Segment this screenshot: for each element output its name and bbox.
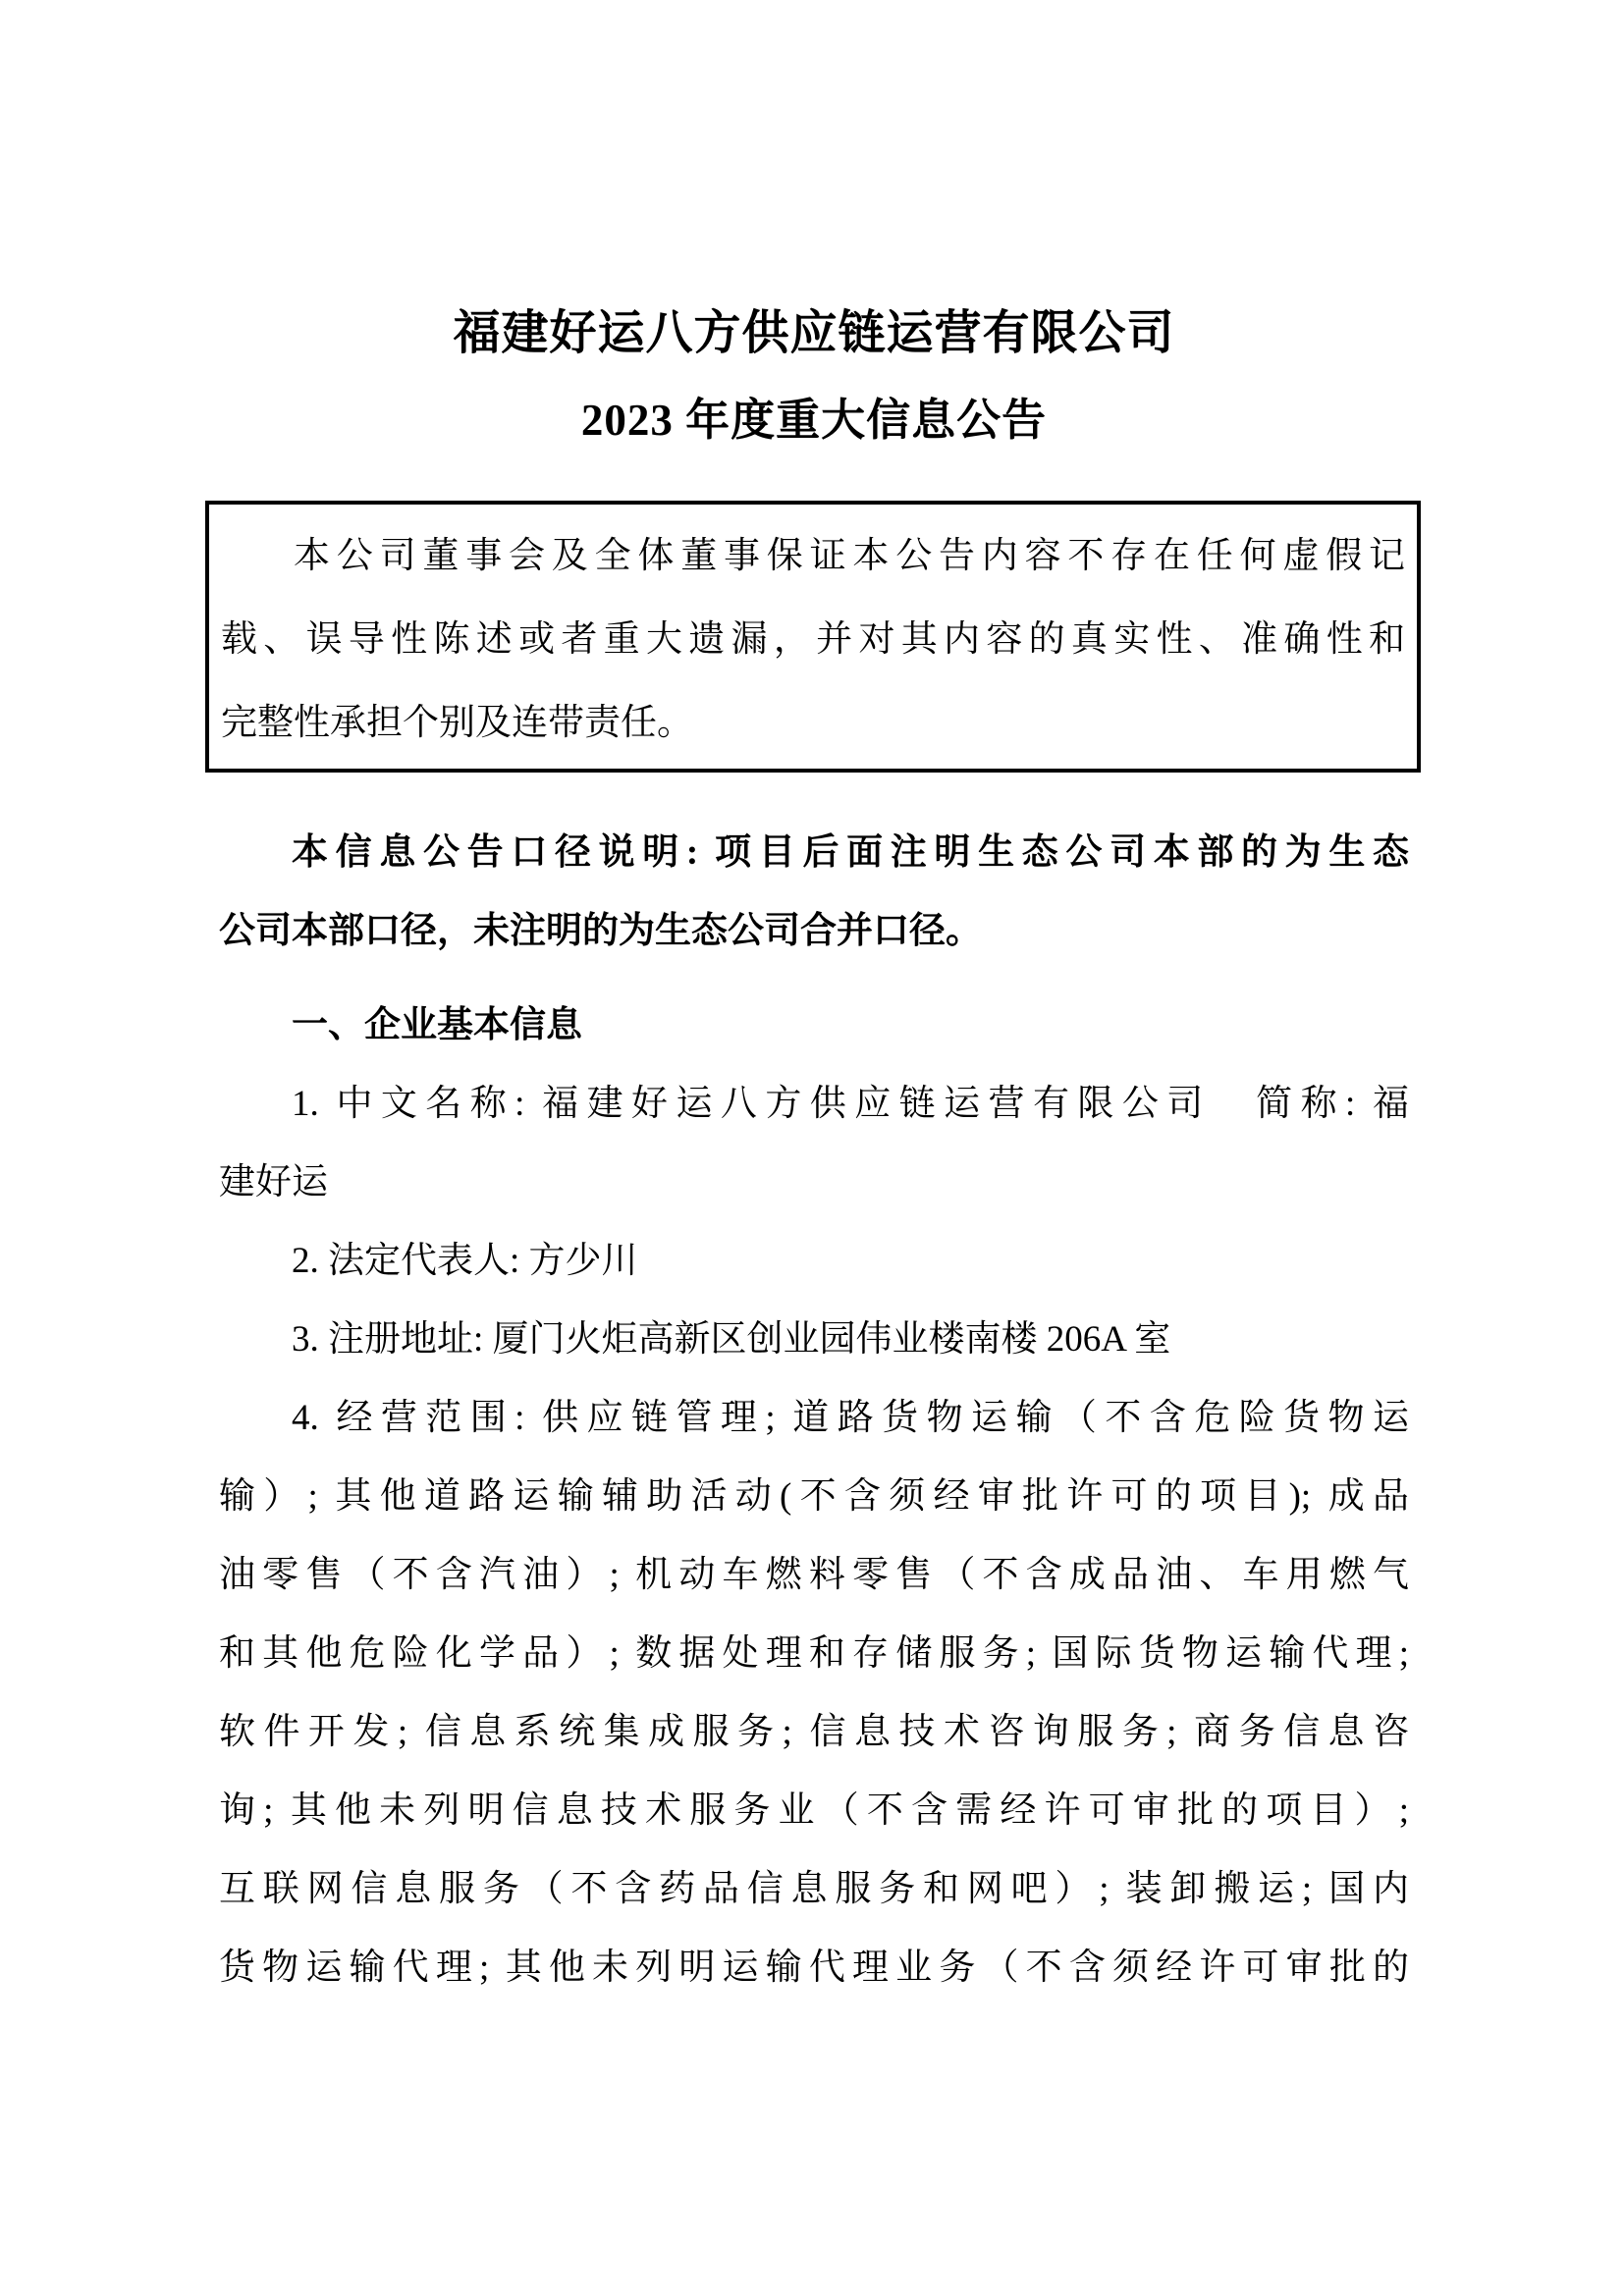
text-line: 公司本部口径，未注明的为生态公司合并口径。 [219,911,982,951]
text-line: 货物运输代理; 其他未列明运输代理业务（不含须经许可审批的 [219,1948,1409,1988]
text-line: 建好运 [219,1162,328,1202]
document-title: 福建好运八方供应链运营有限公司 [453,307,1175,359]
text-line: 和其他危险化学品）; 数据处理和存储服务; 国际货物运输代理; [219,1633,1409,1674]
basic-info-items [219,1065,1409,2007]
text-line: 1. 中文名称: 福建好运八方供应链运营有限公司 简称: 福 [292,1084,1409,1124]
text-line: 油零售（不含汽油）; 机动车燃料零售（不含成品油、车用燃气 [219,1555,1409,1595]
document-subtitle: 2023 年度重大信息公告 [580,396,1048,445]
text-line: 2. 法定代表人: 方少川 [292,1241,638,1281]
text-line: 询; 其他未列明信息技术服务业（不含需经许可审批的项目）; [219,1790,1409,1831]
text-line: 4. 经营范围: 供应链管理; 道路货物运输（不含危险货物运 [292,1398,1409,1438]
board-guarantee-notice-box [205,501,1421,773]
caliber-note-paragraph [219,814,1409,971]
text-line: 互联网信息服务（不含药品信息服务和网吧）; 装卸搬运; 国内 [219,1869,1409,1909]
text-line: 软件开发; 信息系统集成服务; 信息技术咨询服务; 商务信息咨 [219,1712,1409,1752]
text-line: 3. 注册地址: 厦门火炬高新区创业园伟业楼南楼 206A 室 [292,1319,1171,1360]
text-line: 载、误导性陈述或者重大遗漏，并对其内容的真实性、准确性和 [221,619,1405,660]
text-line: 输）; 其他道路运输辅助活动(不含须经审批许可的项目); 成品 [219,1476,1409,1517]
section-heading-basic-info: 一、企业基本信息 [292,1005,582,1045]
text-line: 本公司董事会及全体董事保证本公告内容不存在任何虚假记 [294,536,1405,576]
text-line: 完整性承担个别及连带责任。 [221,703,693,743]
text-line: 本信息公告口径说明: 项目后面注明生态公司本部的为生态 [292,832,1409,873]
